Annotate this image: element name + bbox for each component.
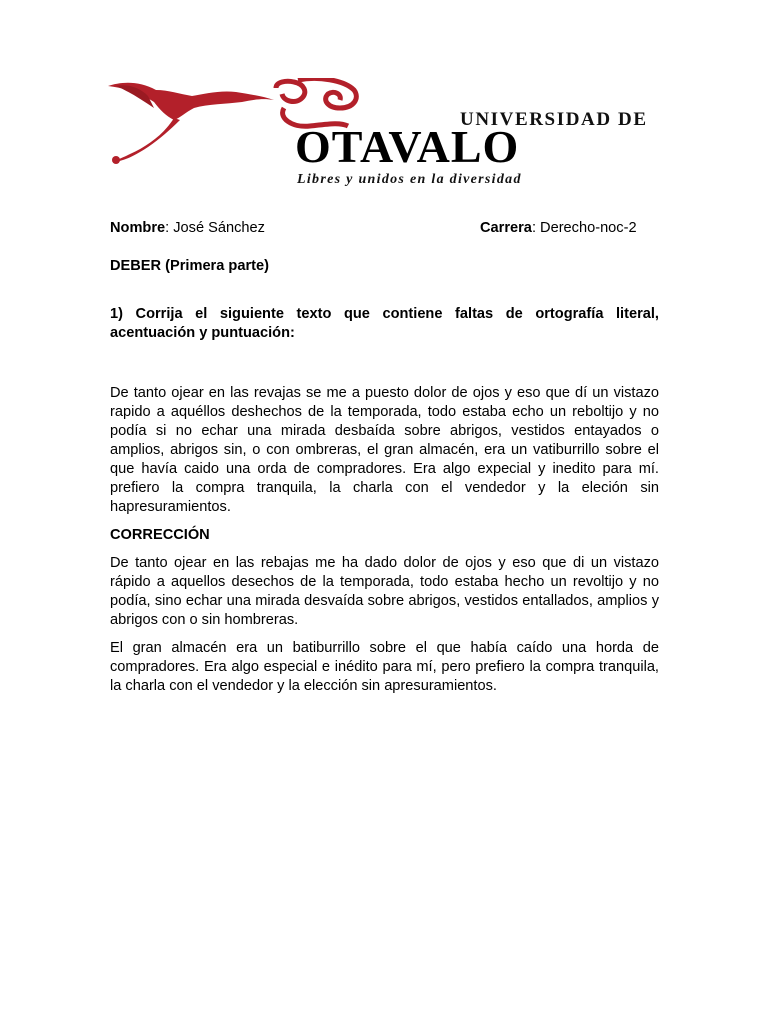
question-text: 1) Corrija el siguiente texto que contiene faltas de ortografía literal, acentuación y puntuación: (110, 306, 659, 341)
correction-paragraph: De tanto ojear en las rebajas me ha dado dolor de ojos y eso que di un vistazo rápido a aquellos desechos de la temporada, todo estaba hecho un revoltijo y no podía, sino echar una mirada desvaída sobre abrigos, vestidos entallados, amplios y abrigos con o sin hombreras. (110, 555, 659, 628)
assignment-title: DEBER (Primera parte) (110, 258, 269, 274)
carrera-value: : Derecho-noc-2 (531, 220, 637, 236)
logo-university-line: UNIVERSIDAD DE (460, 109, 648, 130)
carrera-field (480, 219, 637, 238)
nombre-label: Nombre (110, 220, 166, 236)
student-info (110, 219, 659, 239)
nombre-value: : José Sánchez (165, 220, 265, 236)
correction-title: CORRECCIÓN (110, 527, 210, 543)
carrera-label: Carrera (480, 220, 532, 236)
logo-slogan: Libres y unidos en la diversidad (297, 172, 522, 187)
document-body (110, 219, 659, 696)
logo-name: OTAVALO (295, 121, 520, 172)
university-logo (108, 78, 653, 190)
nombre-field (110, 219, 265, 238)
original-text: De tanto ojear en las revajas se me a puesto dolor de ojos y eso que dí un vistazo rapido a aquéllos deshechos de la temporada, todo estaba echo un reboltijo y no podía si no echar una mirada desbaída sobre abrigos, vestidos entayados o amplios, abrigos sin, o con ombreras, el gran almacén, era un vatiburrillo sobre el que havía caido una orda de compradores. Era algo expecial y inedito para mí. prefiero la compra tranquila, la charla con el vendedor y la eleción sin hapresuramientos. (110, 385, 659, 515)
correction-paragraph: El gran almacén era un batiburrillo sobre el que había caído una horda de compradores. Era algo especial e inédito para mí, pero prefiero la compra tranquila, la charla con el vendedor y la elección sin apresuramientos. (110, 640, 659, 694)
